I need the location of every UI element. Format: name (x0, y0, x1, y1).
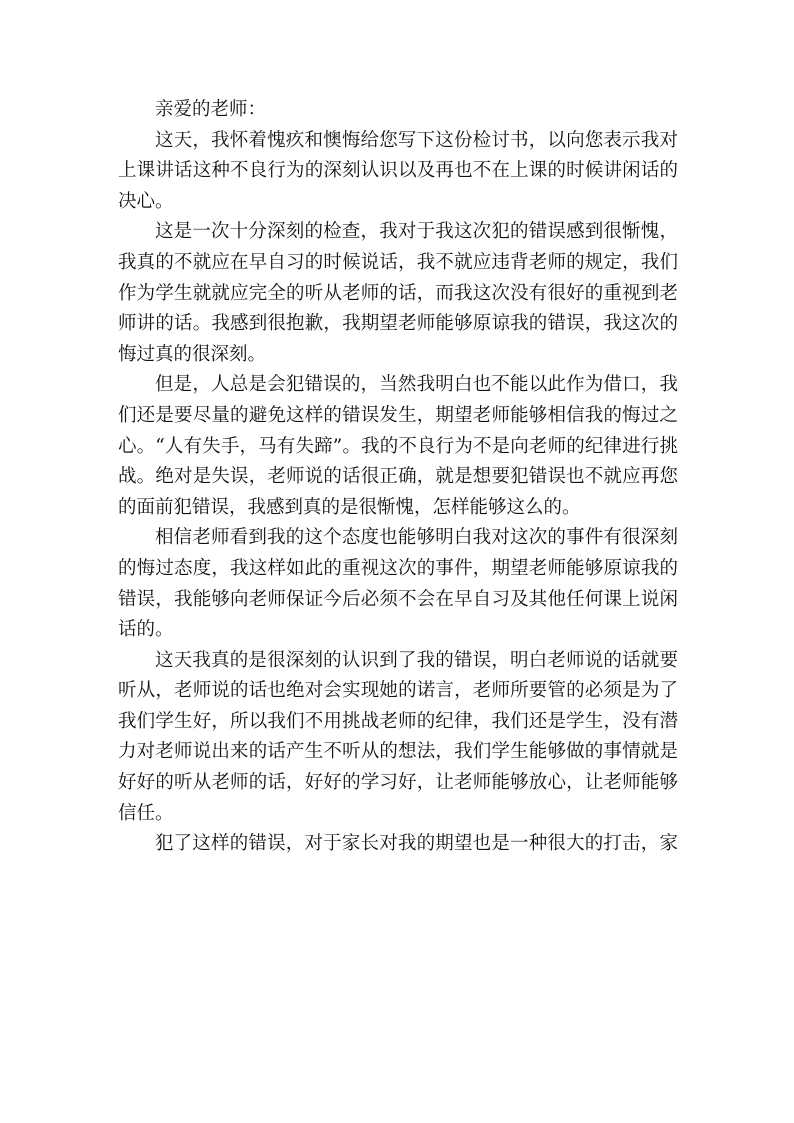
paragraph-line: 相信老师看到我的这个态度也能够明白我对这次的事件有很深刻 (155, 527, 678, 549)
paragraph-line: 力对老师说出来的话产生不听从的想法，我们学生能够做的事情就是 (118, 741, 678, 763)
paragraph-line: 决心。 (118, 190, 174, 212)
paragraph-line: 听从，老师说的话也绝对会实现她的诺言，老师所要管的必须是为了 (118, 680, 678, 702)
paragraph-line: 作为学生就就应完全的听从老师的话，而我这次没有很好的重视到老 (118, 282, 678, 304)
paragraph-line: 们还是要尽量的避免这样的错误发生，期望老师能够相信我的悔过之 (118, 404, 678, 426)
letter-body (118, 95, 678, 860)
paragraph-line: 心。“人有失手，马有失蹄”。我的不良行为不是向老师的纪律进行挑 (118, 435, 678, 457)
paragraph-line: 上课讲话这种不良行为的深刻认识以及再也不在上课的时候讲闲话的 (118, 160, 678, 182)
paragraph-line: 犯了这样的错误，对于家长对我的期望也是一种很大的打击，家 (155, 833, 678, 855)
paragraph-line: 的悔过态度，我这样如此的重视这次的事件，期望老师能够原谅我的 (118, 557, 678, 579)
paragraph-line: 错误，我能够向老师保证今后必须不会在早自习及其他任何课上说闲 (118, 588, 678, 610)
paragraph-line: 这天我真的是很深刻的认识到了我的错误，明白老师说的话就要 (155, 649, 678, 671)
greeting: 亲爱的老师： (155, 99, 267, 120)
paragraph-line: 师讲的话。我感到很抱歉，我期望老师能够原谅我的错误，我这次的 (118, 313, 678, 335)
paragraph-line: 的面前犯错误，我感到真的是很惭愧，怎样能够这么的。 (118, 496, 581, 518)
paragraph-line: 我真的不就应在早自习的时候说话，我不就应违背老师的规定，我们 (118, 251, 678, 273)
paragraph-line: 信任。 (118, 802, 174, 824)
paragraph-line: 但是，人总是会犯错误的，当然我明白也不能以此作为借口，我 (155, 374, 678, 396)
paragraph-line: 话的。 (118, 619, 174, 641)
paragraph-line: 这天，我怀着愧疚和懊悔给您写下这份检讨书，以向您表示我对 (155, 129, 678, 151)
paragraph-line: 悔过真的很深刻。 (118, 343, 267, 365)
paragraph-line: 好好的听从老师的话，好好的学习好，让老师能够放心，让老师能够 (118, 772, 678, 794)
paragraph-line: 战。绝对是失误，老师说的话很正确，就是想要犯错误也不就应再您 (118, 466, 678, 488)
paragraph-line: 这是一次十分深刻的检查，我对于我这次犯的错误感到很惭愧， (155, 221, 678, 243)
paragraph-line: 我们学生好，所以我们不用挑战老师的纪律，我们还是学生，没有潜 (118, 710, 678, 732)
